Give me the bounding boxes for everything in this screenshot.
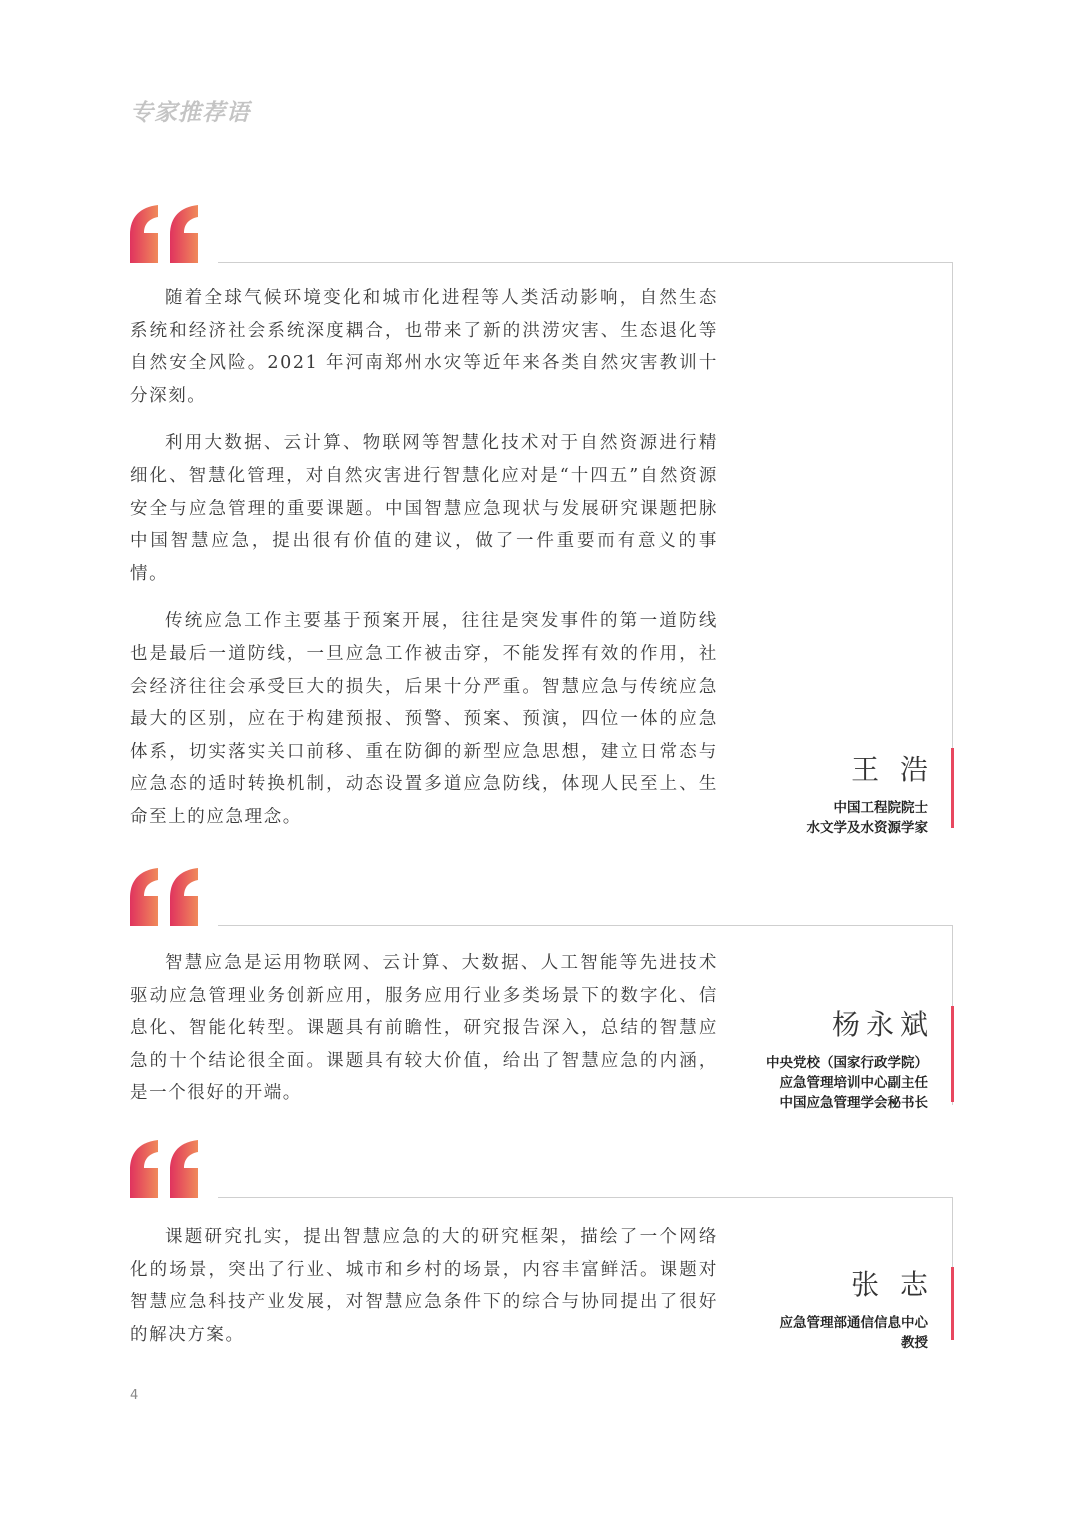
author-info: [806, 748, 934, 838]
page-number: 4: [130, 1388, 139, 1403]
quote-block-2: [0, 868, 1080, 1111]
author-info: [766, 1003, 934, 1113]
author-title: 教授: [901, 1335, 928, 1351]
quote-mark-icon: [128, 1140, 202, 1198]
frame-right-line: [952, 262, 953, 807]
quote-mark-icon: [128, 205, 202, 263]
quote-paragraph: 随着全球气候环境变化和城市化进程等人类活动影响，自然生态系统和经济社会系统深度耦合，也带来了新的洪涝灾害、生态退化等自然安全风险。2021 年河南郑州水灾等近年来各类自然灾害教训十分深刻。: [130, 288, 718, 406]
quote-paragraph: 利用大数据、云计算、物联网等智慧化技术对于自然资源进行精细化、智慧化管理，对自然灾害进行智慧化应对是“十四五”自然资源安全与应急管理的重要课题。中国智慧应急现状与发展研究课题把脉中国智慧应急，提出很有价值的建议，做了一件重要而有意义的事情。: [130, 433, 718, 584]
frame-top-line: [218, 1197, 953, 1198]
quote-block-1: [0, 205, 1080, 835]
quote-text: [130, 1221, 718, 1366]
quote-mark-icon: [128, 868, 202, 926]
author-info: [779, 1263, 934, 1353]
author-name: 杨永斌: [831, 1008, 934, 1041]
quote-text: [130, 947, 718, 1125]
frame-top-line: [218, 925, 953, 926]
quote-paragraph: 智慧应急是运用物联网、云计算、大数据、人工智能等先进技术驱动应急管理业务创新应用，服务应用行业多类场景下的数字化、信息化、智能化转型。课题具有前瞻性，研究报告深入，总结的智慧应急的十个结论很全面。课题具有较大价值，给出了智慧应急的内涵，是一个很好的开端。: [130, 953, 718, 1104]
author-title: 中国工程院院士: [833, 800, 928, 816]
author-name: 王 浩: [851, 753, 934, 786]
quote-paragraph: 课题研究扎实，提出智慧应急的大的研究框架，描绘了一个网络化的场景，突出了行业、城市和乡村的场景，内容丰富鲜活。课题对智慧应急科技产业发展，对智慧应急条件下的综合与协同提出了很好的解决方案。: [130, 1227, 718, 1345]
author-accent-bar: [951, 748, 954, 828]
author-accent-bar: [951, 1006, 954, 1102]
author-title: 应急管理培训中心副主任: [779, 1075, 928, 1091]
frame-top-line: [218, 262, 953, 263]
quote-text: [130, 282, 718, 849]
quote-paragraph: 传统应急工作主要基于预案开展，往往是突发事件的第一道防线也是最后一道防线，一旦应急工作被击穿，不能发挥有效的作用，社会经济往往会承受巨大的损失，后果十分严重。智慧应急与传统应急最大的区别，应在于构建预报、预警、预案、预演，四位一体的应急体系，切实落实关口前移、重在防御的新型应急思想，建立日常态与应急态的适时转换机制，动态设置多道应急防线，体现人民至上、生命至上的应急理念。: [130, 611, 718, 827]
author-title: 中央党校（国家行政学院）: [766, 1055, 928, 1071]
author-name: 张 志: [851, 1268, 934, 1301]
section-title: 专家推荐语: [130, 100, 250, 126]
author-title: 中国应急管理学会秘书长: [779, 1095, 928, 1111]
quote-block-3: [0, 1140, 1080, 1350]
author-accent-bar: [951, 1267, 954, 1340]
author-title: 应急管理部通信信息中心: [779, 1315, 928, 1331]
author-title: 水文学及水资源学家: [806, 820, 928, 836]
